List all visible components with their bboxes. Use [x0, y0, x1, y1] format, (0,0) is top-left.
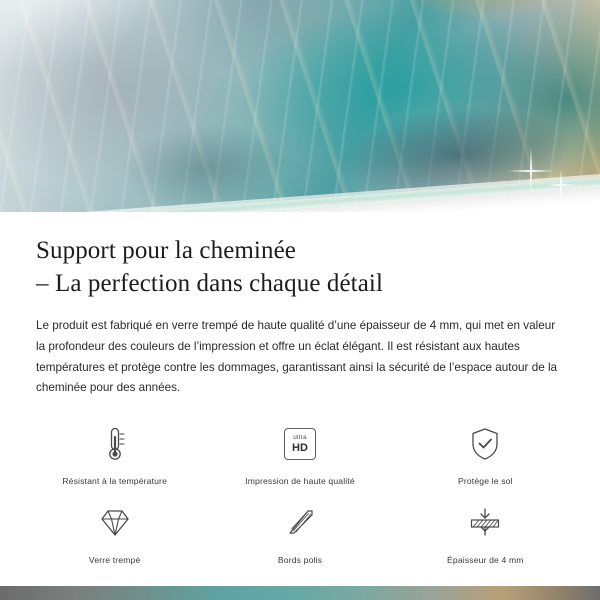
- ultra-hd-badge-bottom: HD: [292, 441, 308, 454]
- feature-label: Verre trempé: [88, 555, 141, 566]
- feature-label: Résistant à la température: [62, 476, 168, 487]
- feature-item-tempered-glass: [22, 500, 207, 565]
- diamond-icon: [95, 500, 135, 546]
- feature-item-temperature: [22, 421, 207, 486]
- feature-item-print-quality: [207, 421, 392, 486]
- feature-item-polished-edges: [207, 500, 392, 565]
- feature-label: Bords polis: [277, 555, 323, 566]
- feature-label: Épaisseur de 4 mm: [447, 555, 524, 566]
- feature-label: Protège le sol: [457, 476, 513, 487]
- ultra-hd-icon: [284, 421, 316, 467]
- thermometer-icon: [97, 421, 133, 467]
- hero-image: [0, 0, 600, 212]
- feature-item-floor-protection: [393, 421, 578, 486]
- page-title-line-1: Support pour la cheminée: [36, 237, 296, 264]
- content-block: [0, 212, 600, 399]
- feature-label: Impression de haute qualité: [245, 476, 355, 487]
- feature-item-thickness: [393, 500, 578, 565]
- polished-edges-icon: [280, 500, 320, 546]
- ultra-hd-badge-top: ultra: [293, 434, 307, 442]
- description-paragraph: Le produit est fabriqué en verre trempé de haute qualité d’une épaisseur de 4 mm, qui met en valeur la profondeur des couleurs de l’impression et offre un éclat élégant. Il est résistant aux hautes températures et protège contre les dommages, garantissant ainsi la sécurité de l’espace autour de la cheminée pour des années.: [36, 319, 558, 395]
- hero-image-inner: [0, 0, 600, 212]
- glass-panel: [0, 0, 600, 212]
- page-title-line-2: – La perfection dans chaque détail: [36, 270, 383, 297]
- page-title: [36, 234, 564, 300]
- feature-grid: [0, 421, 600, 565]
- thickness-icon: [463, 500, 507, 546]
- shield-check-icon: [467, 421, 503, 467]
- bottom-color-bar: [0, 586, 600, 600]
